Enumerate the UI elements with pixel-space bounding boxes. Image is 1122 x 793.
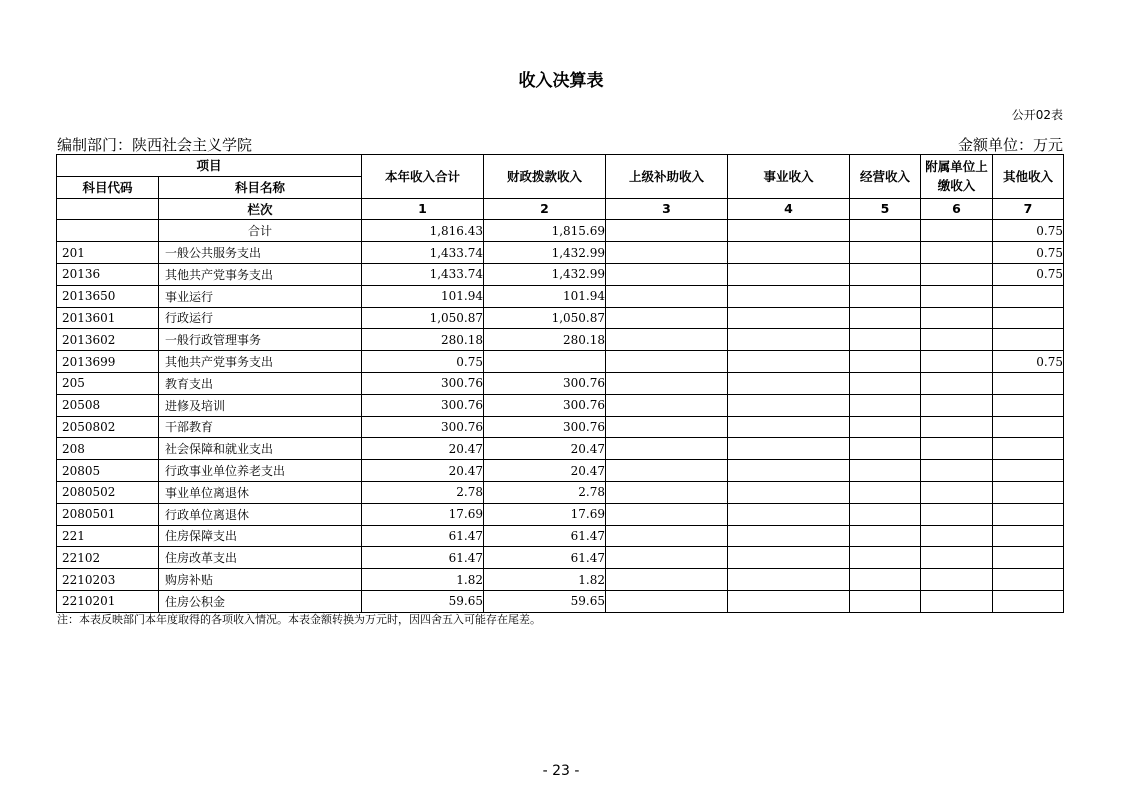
row-total: 280.18: [362, 329, 484, 351]
row-operating: [850, 438, 921, 460]
row-name: 住房公积金: [159, 590, 362, 612]
row-superior: [606, 394, 728, 416]
table-row: [57, 460, 1064, 482]
row-superior: [606, 263, 728, 285]
row-business: [728, 481, 850, 503]
unit-label: 金额单位：万元: [957, 136, 1063, 154]
row-business: [728, 416, 850, 438]
row-name: 其他共产党事务支出: [159, 263, 362, 285]
row-other: 0.75: [993, 242, 1064, 264]
row-affiliated: [921, 372, 993, 394]
row-operating: [850, 460, 921, 482]
row-affiliated: [921, 438, 993, 460]
row-code: 2013699: [57, 351, 159, 373]
table-row: [57, 481, 1064, 503]
row-fiscal: 300.76: [484, 394, 606, 416]
row-superior: [606, 372, 728, 394]
table-row: [57, 329, 1064, 351]
page-number: - 23 -: [542, 763, 580, 779]
row-business: [728, 307, 850, 329]
row-business: [728, 394, 850, 416]
row-affiliated: [921, 242, 993, 264]
table-row: [57, 590, 1064, 612]
row-superior: [606, 460, 728, 482]
header-affiliated: 附属单位上缴收入: [921, 155, 993, 199]
row-operating: [850, 263, 921, 285]
row-affiliated: [921, 547, 993, 569]
total-label: 合计: [159, 220, 362, 242]
row-superior: [606, 351, 728, 373]
row-other: 0.75: [993, 351, 1064, 373]
row-name: 其他共产党事务支出: [159, 351, 362, 373]
table-row: [57, 394, 1064, 416]
row-other: [993, 285, 1064, 307]
total-affiliated: [921, 220, 993, 242]
row-code: 221: [57, 525, 159, 547]
row-code: 201: [57, 242, 159, 264]
row-fiscal: 101.94: [484, 285, 606, 307]
row-name: 事业运行: [159, 285, 362, 307]
row-name: 事业单位离退休: [159, 481, 362, 503]
row-other: [993, 372, 1064, 394]
total-operating: [850, 220, 921, 242]
row-name: 住房改革支出: [159, 547, 362, 569]
row-total: 17.69: [362, 503, 484, 525]
row-fiscal: 280.18: [484, 329, 606, 351]
row-total: 101.94: [362, 285, 484, 307]
row-other: [993, 569, 1064, 591]
table-note: 注：本表反映部门本年度取得的各项收入情况。本表金额转换为万元时，因四舍五入可能存在尾差。: [57, 613, 541, 626]
row-superior: [606, 242, 728, 264]
table-row: [57, 547, 1064, 569]
table-row: [57, 416, 1064, 438]
row-other: [993, 503, 1064, 525]
col-number: 3: [606, 198, 728, 220]
row-name: 干部教育: [159, 416, 362, 438]
row-operating: [850, 394, 921, 416]
table-row: [57, 569, 1064, 591]
row-operating: [850, 481, 921, 503]
header-item: 项目: [57, 155, 362, 177]
row-name: 住房保障支出: [159, 525, 362, 547]
row-business: [728, 590, 850, 612]
row-fiscal: 61.47: [484, 547, 606, 569]
table-row: [57, 307, 1064, 329]
row-other: [993, 481, 1064, 503]
row-other: [993, 416, 1064, 438]
row-business: [728, 372, 850, 394]
row-operating: [850, 590, 921, 612]
table-row: [57, 285, 1064, 307]
row-operating: [850, 416, 921, 438]
table-header: [57, 155, 1064, 220]
total-code-cell: [57, 220, 159, 242]
row-affiliated: [921, 285, 993, 307]
row-operating: [850, 307, 921, 329]
row-total: 20.47: [362, 460, 484, 482]
row-other: [993, 590, 1064, 612]
total-row: [57, 220, 1064, 242]
row-total: 1,433.74: [362, 263, 484, 285]
header-operating: 经营收入: [850, 155, 921, 199]
row-total: 1,050.87: [362, 307, 484, 329]
row-fiscal: 1,432.99: [484, 242, 606, 264]
header-other: 其他收入: [993, 155, 1064, 199]
row-other: 0.75: [993, 263, 1064, 285]
header-total: 本年收入合计: [362, 155, 484, 199]
row-code: 2013602: [57, 329, 159, 351]
row-code: 2013601: [57, 307, 159, 329]
table-row: [57, 263, 1064, 285]
row-operating: [850, 351, 921, 373]
row-operating: [850, 525, 921, 547]
col-number: 2: [484, 198, 606, 220]
row-superior: [606, 285, 728, 307]
row-other: [993, 460, 1064, 482]
row-other: [993, 547, 1064, 569]
table-row: [57, 242, 1064, 264]
total-other: 0.75: [993, 220, 1064, 242]
row-business: [728, 351, 850, 373]
col-number: 5: [850, 198, 921, 220]
table-row: [57, 372, 1064, 394]
row-business: [728, 547, 850, 569]
row-operating: [850, 372, 921, 394]
col-number: 1: [362, 198, 484, 220]
row-business: [728, 438, 850, 460]
row-fiscal: 1,050.87: [484, 307, 606, 329]
row-superior: [606, 590, 728, 612]
row-superior: [606, 438, 728, 460]
row-total: 300.76: [362, 416, 484, 438]
row-fiscal: 17.69: [484, 503, 606, 525]
row-other: [993, 525, 1064, 547]
row-fiscal: 300.76: [484, 372, 606, 394]
table-body: [57, 220, 1064, 612]
row-fiscal: 20.47: [484, 460, 606, 482]
row-superior: [606, 329, 728, 351]
row-total: 300.76: [362, 372, 484, 394]
row-other: [993, 438, 1064, 460]
row-code: 20805: [57, 460, 159, 482]
row-code: 205: [57, 372, 159, 394]
row-fiscal: [484, 351, 606, 373]
table-row: [57, 438, 1064, 460]
row-business: [728, 460, 850, 482]
department-label: 编制部门：陕西社会主义学院: [57, 136, 253, 154]
col-number: 4: [728, 198, 850, 220]
page-title: 收入决算表: [518, 71, 604, 91]
row-operating: [850, 569, 921, 591]
row-name: 进修及培训: [159, 394, 362, 416]
header-name: 科目名称: [159, 176, 362, 198]
total-fiscal: 1,815.69: [484, 220, 606, 242]
row-fiscal: 20.47: [484, 438, 606, 460]
header-business: 事业收入: [728, 155, 850, 199]
row-business: [728, 329, 850, 351]
row-total: 59.65: [362, 590, 484, 612]
row-business: [728, 503, 850, 525]
row-total: 61.47: [362, 547, 484, 569]
row-total: 1,433.74: [362, 242, 484, 264]
row-code: 22102: [57, 547, 159, 569]
row-affiliated: [921, 394, 993, 416]
row-total: 1.82: [362, 569, 484, 591]
row-superior: [606, 547, 728, 569]
row-business: [728, 525, 850, 547]
header-blank: [57, 198, 159, 220]
row-business: [728, 263, 850, 285]
row-name: 行政运行: [159, 307, 362, 329]
row-affiliated: [921, 263, 993, 285]
row-fiscal: 1.82: [484, 569, 606, 591]
row-other: [993, 394, 1064, 416]
row-superior: [606, 481, 728, 503]
row-operating: [850, 547, 921, 569]
row-code: 20508: [57, 394, 159, 416]
row-fiscal: 61.47: [484, 525, 606, 547]
table-code: 公开02表: [1011, 108, 1063, 122]
income-table: [56, 154, 1064, 613]
row-total: 20.47: [362, 438, 484, 460]
row-operating: [850, 285, 921, 307]
table-row: [57, 351, 1064, 373]
row-name: 社会保障和就业支出: [159, 438, 362, 460]
row-business: [728, 569, 850, 591]
row-affiliated: [921, 590, 993, 612]
header-code: 科目代码: [57, 176, 159, 198]
row-fiscal: 300.76: [484, 416, 606, 438]
table-row: [57, 503, 1064, 525]
row-affiliated: [921, 460, 993, 482]
row-superior: [606, 503, 728, 525]
row-affiliated: [921, 416, 993, 438]
row-total: 61.47: [362, 525, 484, 547]
row-fiscal: 2.78: [484, 481, 606, 503]
row-code: 2080501: [57, 503, 159, 525]
row-code: 2080502: [57, 481, 159, 503]
row-affiliated: [921, 329, 993, 351]
row-name: 一般行政管理事务: [159, 329, 362, 351]
row-fiscal: 59.65: [484, 590, 606, 612]
header-superior: 上级补助收入: [606, 155, 728, 199]
col-number: 6: [921, 198, 993, 220]
row-code: 2210201: [57, 590, 159, 612]
row-name: 购房补贴: [159, 569, 362, 591]
row-operating: [850, 242, 921, 264]
row-code: 2210203: [57, 569, 159, 591]
row-affiliated: [921, 569, 993, 591]
row-total: 2.78: [362, 481, 484, 503]
row-name: 行政单位离退休: [159, 503, 362, 525]
row-name: 教育支出: [159, 372, 362, 394]
header-column-label: 栏次: [159, 198, 362, 220]
row-code: 2050802: [57, 416, 159, 438]
row-affiliated: [921, 525, 993, 547]
row-name: 一般公共服务支出: [159, 242, 362, 264]
total-superior: [606, 220, 728, 242]
row-affiliated: [921, 351, 993, 373]
row-operating: [850, 329, 921, 351]
row-superior: [606, 525, 728, 547]
row-other: [993, 329, 1064, 351]
header-fiscal: 财政拨款收入: [484, 155, 606, 199]
row-operating: [850, 503, 921, 525]
row-code: 208: [57, 438, 159, 460]
row-business: [728, 285, 850, 307]
row-fiscal: 1,432.99: [484, 263, 606, 285]
row-code: 2013650: [57, 285, 159, 307]
row-name: 行政事业单位养老支出: [159, 460, 362, 482]
row-total: 0.75: [362, 351, 484, 373]
table-row: [57, 525, 1064, 547]
row-business: [728, 242, 850, 264]
row-affiliated: [921, 481, 993, 503]
row-total: 300.76: [362, 394, 484, 416]
row-other: [993, 307, 1064, 329]
row-code: 20136: [57, 263, 159, 285]
total-total: 1,816.43: [362, 220, 484, 242]
col-number: 7: [993, 198, 1064, 220]
row-affiliated: [921, 307, 993, 329]
total-business: [728, 220, 850, 242]
row-superior: [606, 569, 728, 591]
row-affiliated: [921, 503, 993, 525]
row-superior: [606, 307, 728, 329]
row-superior: [606, 416, 728, 438]
